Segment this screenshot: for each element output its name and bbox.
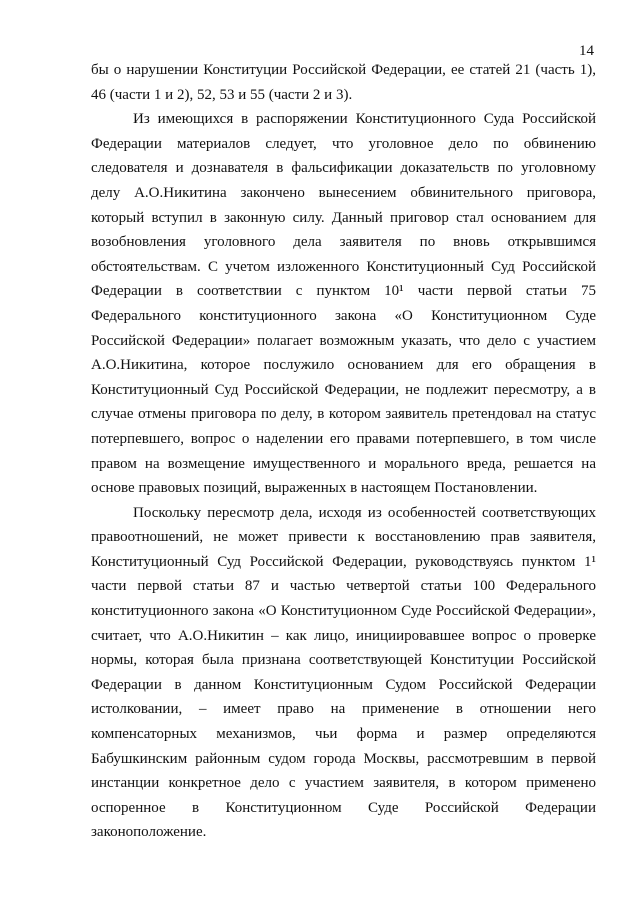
paragraph-compensation: Поскольку пересмотр дела, исходя из особенностей соответствующих правоотношений, не может привести к восстановлению прав заявителя, Конституционный Суд Российской Федерации, руководствуясь пунктом 1¹ части первой статьи 87 и частью четвертой статьи 100 Федерального конституционного закона «О Конституционном Суде Российской Федерации», считает, что А.О.Никитин – как лицо, инициировавшее вопрос о проверке нормы, которая была признана соответствующей Конституции Российской Федерации в данном Конституционным Судом Российской Федерации истолковании, – имеет право на применение в отношении него компенсаторных механизмов, чьи форма и размер определяются Бабушкинским районным судом города Москвы, рассмотревшим в первой инстанции конкретное дело с участием заявителя, в котором применено оспоренное в Конституционном Суде Российской Федерации законоположение.: [91, 504, 596, 841]
paragraph-case-materials: Из имеющихся в распоряжении Конституционного Суда Российской Федерации материалов следует, что уголовное дело по обвинению следователя и дознавателя в фальсификации доказательств по уголовному делу А.О.Никитина закончено вынесением обвинительного приговора, который вступил в законную силу. Данный приговор стал основанием для возобновления уголовного дела заявителя по вновь открывшимся обстоятельствам. С учетом изложенного Конституционный Суд Российской Федерации в соответствии с пунктом 10¹ части первой статьи 75 Федерального конституционного закона «О Конституционном Суде Российской Федерации» полагает возможным указать, что дело с участием А.О.Никитина, которое послужило основанием для его обращения в Конституционный Суд Российской Федерации, не подлежит пересмотру, а в случае отмены приговора по делу, в котором заявитель претендовал на статус потерпевшего, вопрос о наделении его правами потерпевшего, в том числе правом на возмещение имущественного и морального вреда, решается на основе правовых позиций, выраженных в настоящем Постановлении.: [91, 111, 596, 497]
page-number: 14: [579, 43, 594, 59]
paragraph-continuation: бы о нарушении Конституции Российской Федерации, ее статей 21 (часть 1), 46 (части 1 и 2), 52, 53 и 55 (части 2 и 3).: [91, 62, 596, 103]
document-body: [91, 58, 596, 845]
